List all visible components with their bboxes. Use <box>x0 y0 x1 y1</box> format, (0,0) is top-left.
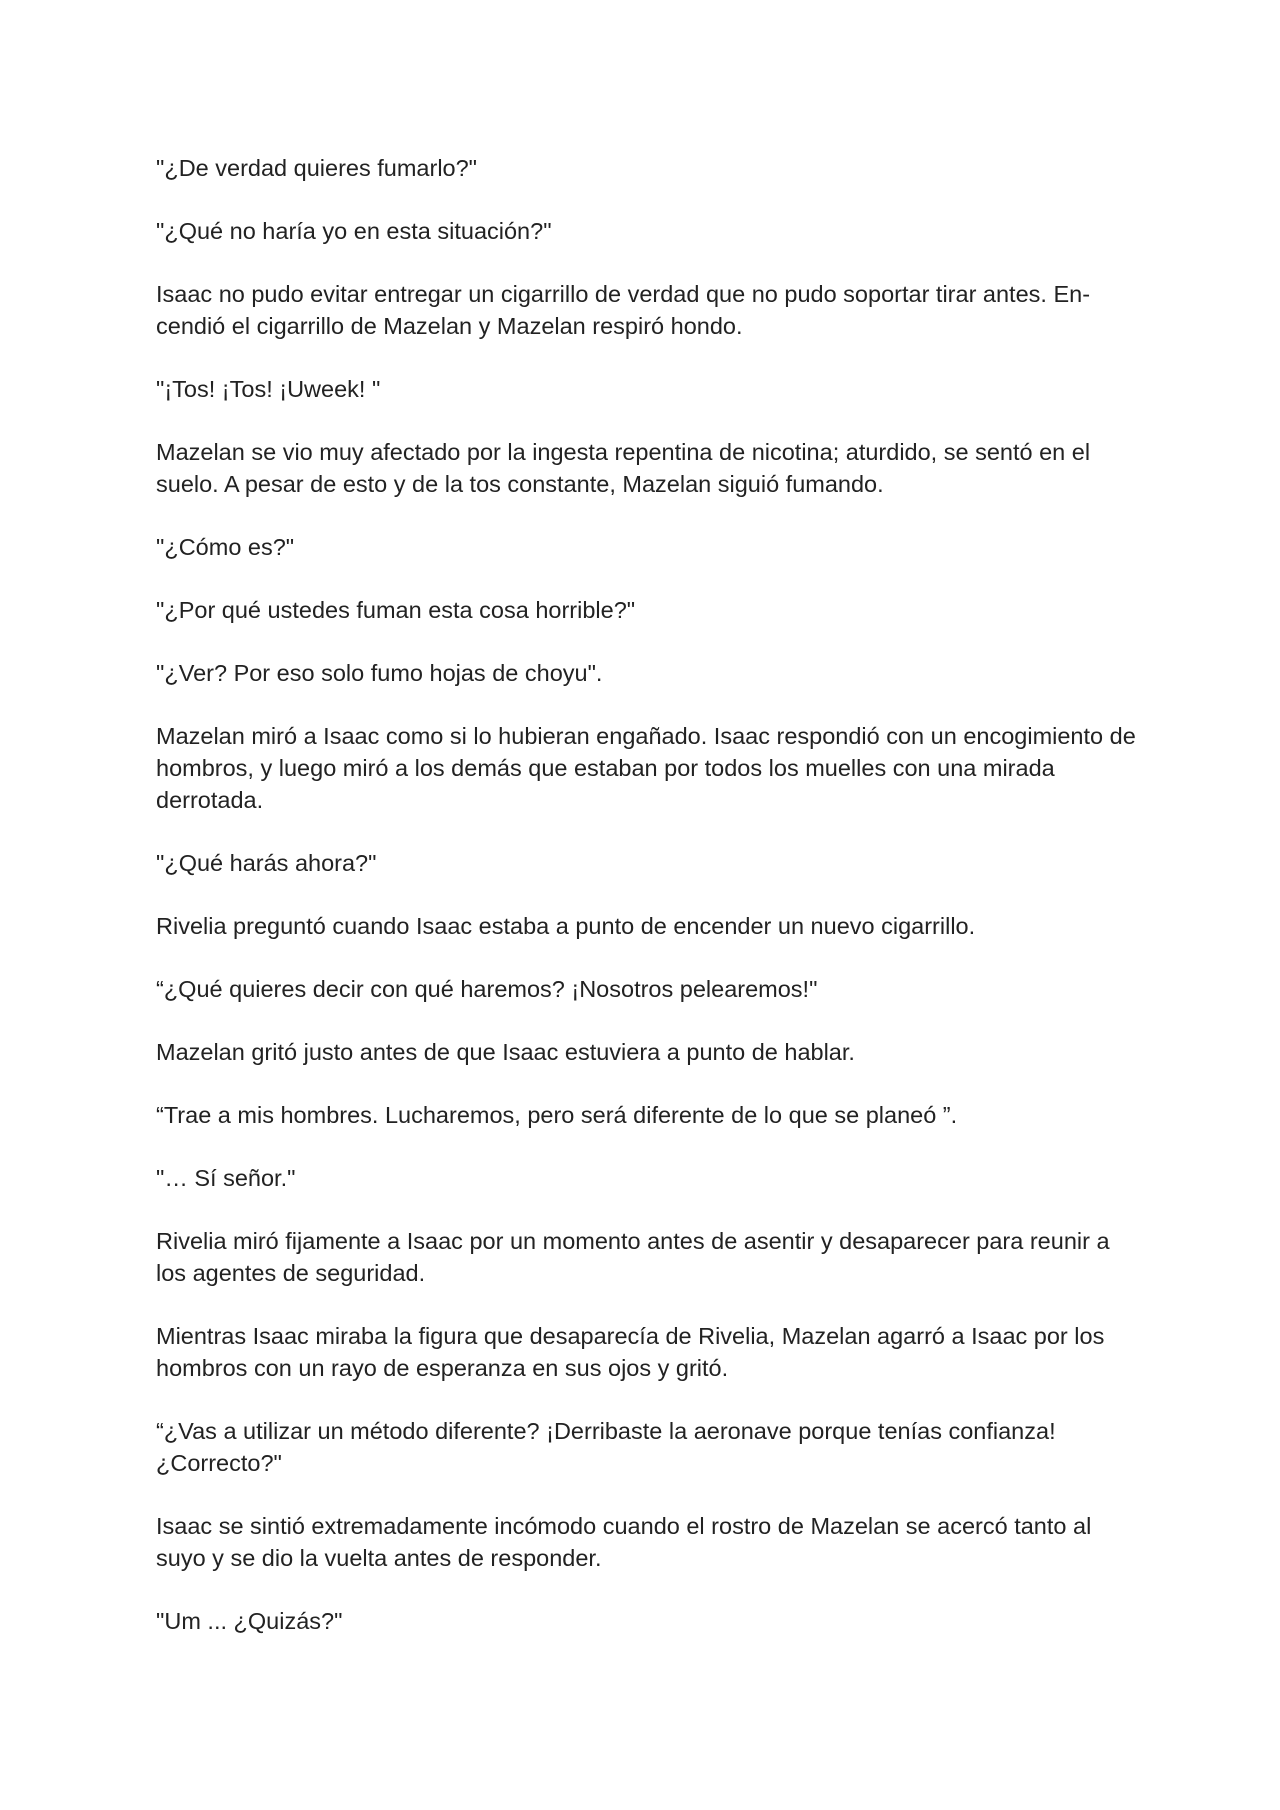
paragraph: Mazelan se vio muy afectado por la ingesta repentina de nicotina; aturdido, se sentó en el suelo. A pesar de esto y de la tos constante, Mazelan siguió fumando. <box>156 439 1091 497</box>
paragraph: "¿Qué no haría yo en esta situación?" <box>156 218 552 244</box>
paragraph: "¡Tos! ¡Tos! ¡Uweek! " <box>156 376 381 402</box>
paragraph: "Um ... ¿Quizás?" <box>156 1608 343 1634</box>
paragraph: "¿Ver? Por eso solo fumo hojas de choyu". <box>156 660 603 686</box>
paragraph: "¿Cómo es?" <box>156 534 295 560</box>
paragraph: Mazelan miró a Isaac como si lo hubieran engañado. Isaac respondió con un encogimiento de hombros, y luego miró a los demás que estaban por todos los muelles con una mirada derrotada. <box>156 723 1136 813</box>
paragraph: "¿De verdad quieres fumarlo?" <box>156 155 478 181</box>
paragraph: "¿Qué harás ahora?" <box>156 850 377 876</box>
paragraph: Rivelia preguntó cuando Isaac estaba a punto de encender un nuevo cigarrillo. <box>156 913 976 939</box>
paragraph: "¿Por qué ustedes fuman esta cosa horrible?" <box>156 597 636 623</box>
paragraph: “Trae a mis hombres. Lucharemos, pero será diferente de lo que se planeó ”. <box>156 1102 958 1128</box>
paragraph: “¿Qué quieres decir con qué haremos? ¡Nosotros pelearemos!" <box>156 976 818 1002</box>
paragraph: Rivelia miró fijamente a Isaac por un momento antes de asentir y desaparecer para reunir a los agentes de seguridad. <box>156 1228 1110 1286</box>
paragraph: “¿Vas a utilizar un método diferente? ¡Derribaste la aeronave porque tenías confianza! ¿Correcto?" <box>156 1418 1056 1476</box>
document-body <box>156 152 1136 1668</box>
paragraph: Mazelan gritó justo antes de que Isaac estuviera a punto de hablar. <box>156 1039 855 1065</box>
paragraph: "… Sí señor." <box>156 1165 296 1191</box>
paragraph: Isaac no pudo evitar entregar un cigarrillo de verdad que no pudo soportar tirar antes. En-cendió el cigarrillo de Mazelan y Mazelan respiró hondo. <box>156 281 1091 339</box>
paragraph: Mientras Isaac miraba la figura que desaparecía de Rivelia, Mazelan agarró a Isaac por los hombros con un rayo de esperanza en sus ojos y gritó. <box>156 1323 1105 1381</box>
paragraph: Isaac se sintió extremadamente incómodo cuando el rostro de Mazelan se acercó tanto al suyo y se dio la vuelta antes de responder. <box>156 1513 1092 1571</box>
